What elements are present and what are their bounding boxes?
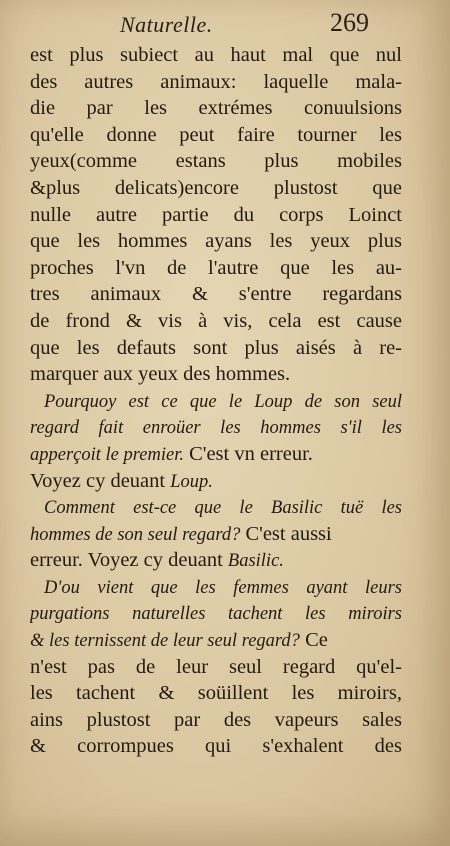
text-line xyxy=(30,308,402,335)
text-line xyxy=(30,654,402,681)
italic-text-segment: regard fait enroüer les hommes s'il les xyxy=(30,418,402,439)
text-segment: erreur. Voyez cy deuant xyxy=(30,549,228,572)
italic-text-segment: Pourquoy est ce que le Loup de son seul xyxy=(44,391,402,412)
text-segment: tres animaux & s'entre regardans xyxy=(30,283,402,306)
italic-text-segment: purgations naturelles tachent les miroirs xyxy=(30,604,402,625)
text-segment: est plus subiect au haut mal que nul xyxy=(30,44,402,66)
italic-text-segment: & les ternissent de leur seul regard? xyxy=(30,631,300,652)
text-line xyxy=(30,175,402,202)
text-line xyxy=(30,680,402,707)
text-segment: ains plustost par des vapeurs sales xyxy=(30,708,402,731)
text-line xyxy=(30,202,402,229)
text-segment: les tachent & soüillent les miroirs, xyxy=(30,682,402,705)
text-line xyxy=(30,69,402,96)
text-segment: & corrompues qui s'exhalent des xyxy=(30,735,402,758)
text-line xyxy=(30,547,402,574)
text-segment: qu'elle donne peut faire tourner les xyxy=(30,123,402,146)
page-header xyxy=(0,8,450,42)
text-line xyxy=(30,521,402,548)
text-line xyxy=(30,574,402,601)
text-line xyxy=(30,122,402,149)
text-segment: C'est aussi xyxy=(240,522,332,545)
italic-text-segment: Basilic. xyxy=(227,551,284,572)
page-number: 269 xyxy=(330,8,369,37)
text-segment: que les hommes ayans les yeux plus xyxy=(30,230,402,253)
text-line xyxy=(30,468,402,495)
text-segment: que les defauts sont plus aisés à re- xyxy=(30,336,402,359)
text-segment: Ce xyxy=(299,629,328,652)
text-segment: &plus delicats)encore plustost que xyxy=(30,176,402,199)
text-line xyxy=(30,388,402,415)
text-line xyxy=(30,707,402,734)
text-segment: n'est pas de leur seul regard qu'el- xyxy=(30,655,402,678)
text-segment: nulle autre partie du corps Loinct xyxy=(30,203,402,226)
text-segment: die par les extrémes conuulsions xyxy=(30,97,402,120)
text-line xyxy=(30,42,402,69)
text-line xyxy=(30,414,402,441)
italic-text-segment: Comment est-ce que le Basilic tuë les xyxy=(44,498,402,519)
italic-text-segment: D'ou vient que les femmes ayant leurs xyxy=(44,577,402,598)
text-segment: proches l'vn de l'autre que les au- xyxy=(30,256,402,279)
text-line xyxy=(30,600,402,627)
running-title: Naturelle. xyxy=(120,12,213,37)
text-line xyxy=(30,494,402,521)
italic-text-segment: Loup. xyxy=(170,471,213,492)
text-segment: marquer aux yeux des hommes. xyxy=(30,363,291,386)
text-segment: yeux(comme estans plus mobiles xyxy=(30,150,402,173)
text-segment: Voyez cy deuant xyxy=(30,469,171,492)
text-line xyxy=(30,733,402,760)
text-line xyxy=(30,361,402,388)
text-line xyxy=(30,148,402,175)
text-segment: de frond & vis à vis, cela est cause xyxy=(30,309,402,332)
italic-text-segment: apperçoit le premier. xyxy=(30,444,184,465)
text-line xyxy=(30,441,402,468)
italic-text-segment: hommes de son seul regard? xyxy=(30,524,241,545)
body-text xyxy=(30,42,402,760)
text-line xyxy=(30,255,402,282)
text-line xyxy=(30,228,402,255)
text-segment: C'est vn erreur. xyxy=(183,442,313,465)
text-line xyxy=(30,627,402,654)
text-line xyxy=(30,95,402,122)
text-line xyxy=(30,335,402,362)
text-line xyxy=(30,281,402,308)
text-segment: des autres animaux: laquelle mala- xyxy=(30,70,402,93)
